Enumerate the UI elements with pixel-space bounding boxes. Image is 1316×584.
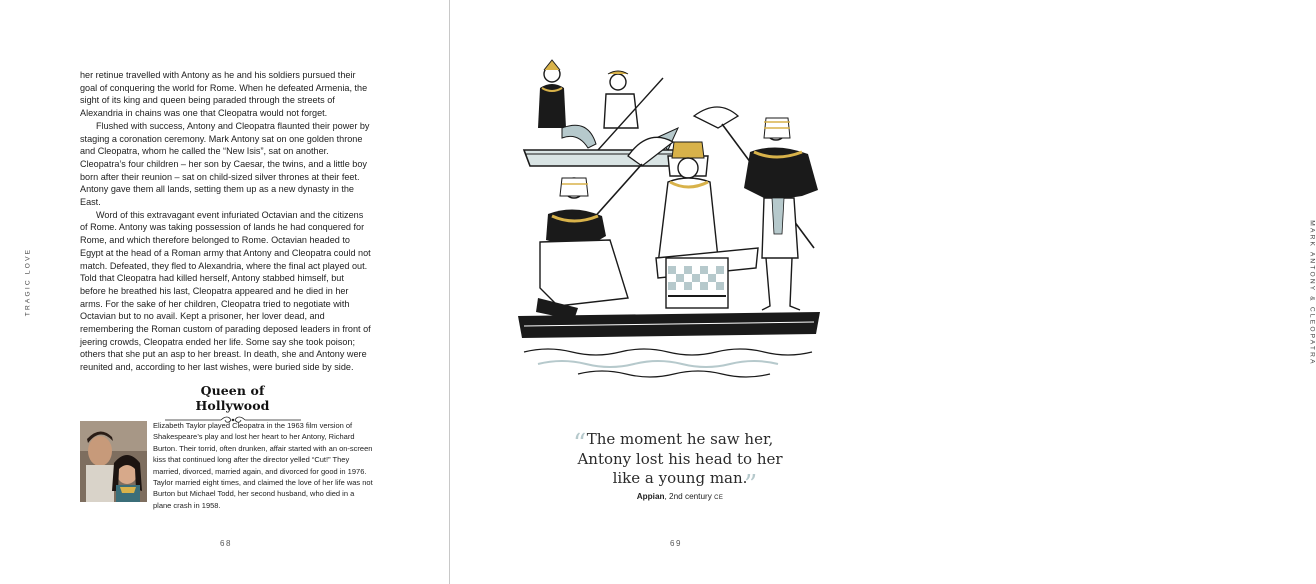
main-body-text: [80, 69, 372, 374]
page-number-right: 69: [670, 539, 682, 548]
quote-era: CE: [714, 495, 724, 501]
quote-source: , 2nd century: [664, 492, 715, 501]
quote-line-3: like a young man.: [612, 469, 748, 487]
body-paragraph-2: Flushed with success, Antony and Cleopatra flaunted their power by staging a coronation ceremony. Mark Antony sat on one golden throne and Cleopatra, whom he called the “New Isis”, sat on another. Cleopatra’s four children – her son by Caesar, the twins, and a little boy born after their reunion – sat on child-sized silver thrones at their feet. Antony gave them all lands, setting them up as a new dynasty in the East.: [80, 120, 370, 208]
page-number-left: 68: [220, 539, 232, 548]
running-head-right: MARK ANTONY & CLEOPATRA: [1308, 220, 1316, 366]
sidebar-box-text: [153, 420, 373, 511]
quote-line-2: Antony lost his head to her: [577, 449, 783, 468]
open-quote-mark: “: [573, 429, 587, 459]
egyptian-barge-illustration: [518, 58, 826, 378]
portrait-photo: [80, 421, 147, 502]
box-paragraph: Elizabeth Taylor played Cleopatra in the 1963 film version of Shakespeare’s play and lost her heart to her Antony, Richard Burton. Their torrid, often drunken, affair started with an on-screen kiss that continued long after the director yelled “Cut!” They married, divorced, married again, and divorced for good in 1976. Taylor married eight times, and claimed the love of her life was not Burton but Michael Todd, her second husband, who died in a plane crash in 1958.: [153, 421, 373, 510]
quote-line-1: The moment he saw her,: [586, 430, 774, 448]
sidebar-box-heading: [165, 383, 300, 425]
quote-attribution: [570, 492, 790, 501]
running-head-left: TRAGIC LOVE: [24, 247, 32, 317]
body-paragraph-1: her retinue travelled with Antony as he and his soldiers pursued their goal of conquering the world for Rome. When he defeated Armenia, the sight of its king and queen being paraded through the streets of Alexandria in chains was one that Cleopatra would not forget.: [80, 70, 368, 119]
close-quote-mark: ”: [744, 470, 758, 500]
body-paragraph-3: Word of this extravagant event infuriated Octavian and the citizens of Rome. Antony was taking possession of lands he had conquered for Rome, and which therefore belonged to Rome. Octavian headed to Egypt at the head of a Roman army that Antony and Cleopatra could not match. Defeated, they fled to Alexandria, where the final act played out. Told that Cleopatra had killed herself, Antony stabbed himself, but before he breathed his last, Cleopatra appeared and he died in her arms. For the sake of her children, Cleopatra tried to negotiate with Octavian but to no avail. Kept a prisoner, her lover dead, and remembering the Roman custom of parading deposed leaders in front of jeering crowds, Cleopatra ended her life. Some say she took poison; others that she put an asp to her breast. In death, she and Antony were reunited and, according to her last wishes, were buried side by side.: [80, 209, 371, 373]
left-page: [0, 0, 450, 584]
box-title: Queen of Hollywood: [195, 383, 270, 413]
quote-author: Appian: [636, 492, 665, 501]
